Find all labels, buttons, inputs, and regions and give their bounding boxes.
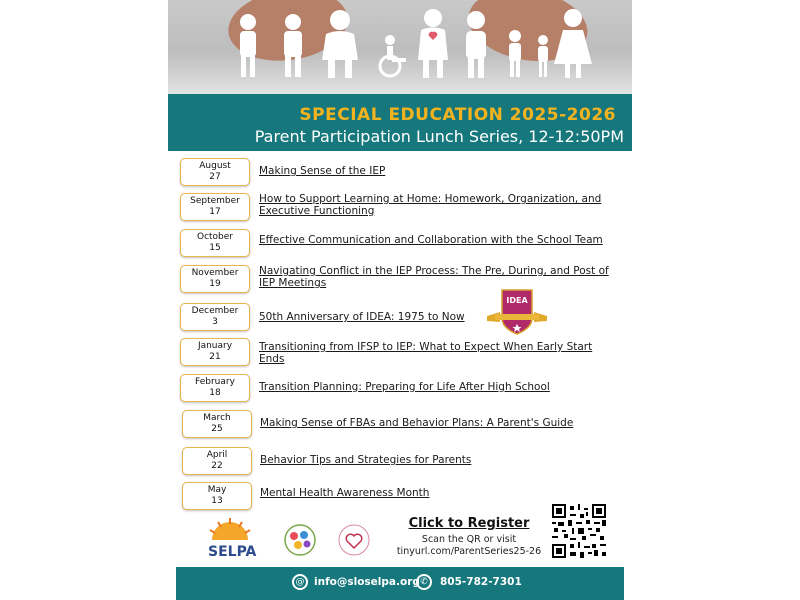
session-date: April 22 xyxy=(182,447,252,475)
session-topic-link[interactable]: Navigating Conflict in the IEP Process: The Pre, During, and Post of IEP Meetings xyxy=(259,265,609,289)
session-date: December 3 xyxy=(180,303,250,331)
session-date: August 27 xyxy=(180,158,250,186)
selpa-logo-text: SELPA xyxy=(208,544,257,560)
contact-footer xyxy=(176,567,624,600)
session-topic-link[interactable]: Making Sense of FBAs and Behavior Plans: A Parent's Guide xyxy=(260,417,574,429)
session-date: February 18 xyxy=(180,374,250,402)
parent-center-logo xyxy=(339,525,369,555)
phone-icon: ✆ xyxy=(416,574,432,590)
session-topic-link[interactable]: Behavior Tips and Strategies for Parents xyxy=(260,454,472,466)
flyer-subtitle: Parent Participation Lunch Series, 12-12:50PM xyxy=(254,127,624,146)
paper-people-illustration xyxy=(168,0,632,94)
phone-number[interactable]: 805-782-7301 xyxy=(440,576,522,588)
flyer xyxy=(168,0,632,600)
selpa-sun-logo xyxy=(210,518,250,540)
hero-image xyxy=(168,0,632,94)
session-date: May 13 xyxy=(182,482,252,510)
session-topic-link[interactable]: 50th Anniversary of IDEA: 1975 to Now xyxy=(259,311,465,323)
session-topic-link[interactable]: Transition Planning: Preparing for Life After High School xyxy=(259,381,550,393)
session-date: September 17 xyxy=(180,193,250,221)
flyer-title: SPECIAL EDUCATION 2025-2026 xyxy=(299,105,616,125)
session-topic-link[interactable]: How to Support Learning at Home: Homework, Organization, and Executive Functioning xyxy=(259,193,602,217)
session-topic-link[interactable]: Mental Health Awareness Month xyxy=(260,487,430,499)
session-date: January 21 xyxy=(180,338,250,366)
idea-anniversary-badge xyxy=(486,288,548,336)
session-topic-link[interactable]: Effective Communication and Collaboration with the School Team xyxy=(259,234,603,246)
header-banner xyxy=(168,94,632,151)
qr-code[interactable] xyxy=(552,504,606,558)
cac-logo xyxy=(285,525,315,555)
email-link[interactable]: info@sloselpa.org xyxy=(314,576,420,588)
session-date: March 25 xyxy=(182,410,252,438)
register-link[interactable]: Click to Register xyxy=(408,516,530,531)
session-date: October 15 xyxy=(180,229,250,257)
register-instruction: Scan the QR or visit xyxy=(421,534,517,545)
register-block xyxy=(384,516,554,558)
session-topic-link[interactable]: Making Sense of the IEP xyxy=(259,165,386,177)
session-topic-link[interactable]: Transitioning from IFSP to IEP: What to Expect When Early Start Ends xyxy=(259,341,593,365)
badge-label: IDEA xyxy=(506,296,528,305)
register-url[interactable]: tinyurl.com/ParentSeries25-26 xyxy=(396,546,542,557)
session-date: November 19 xyxy=(180,265,250,293)
email-icon: @ xyxy=(292,574,308,590)
